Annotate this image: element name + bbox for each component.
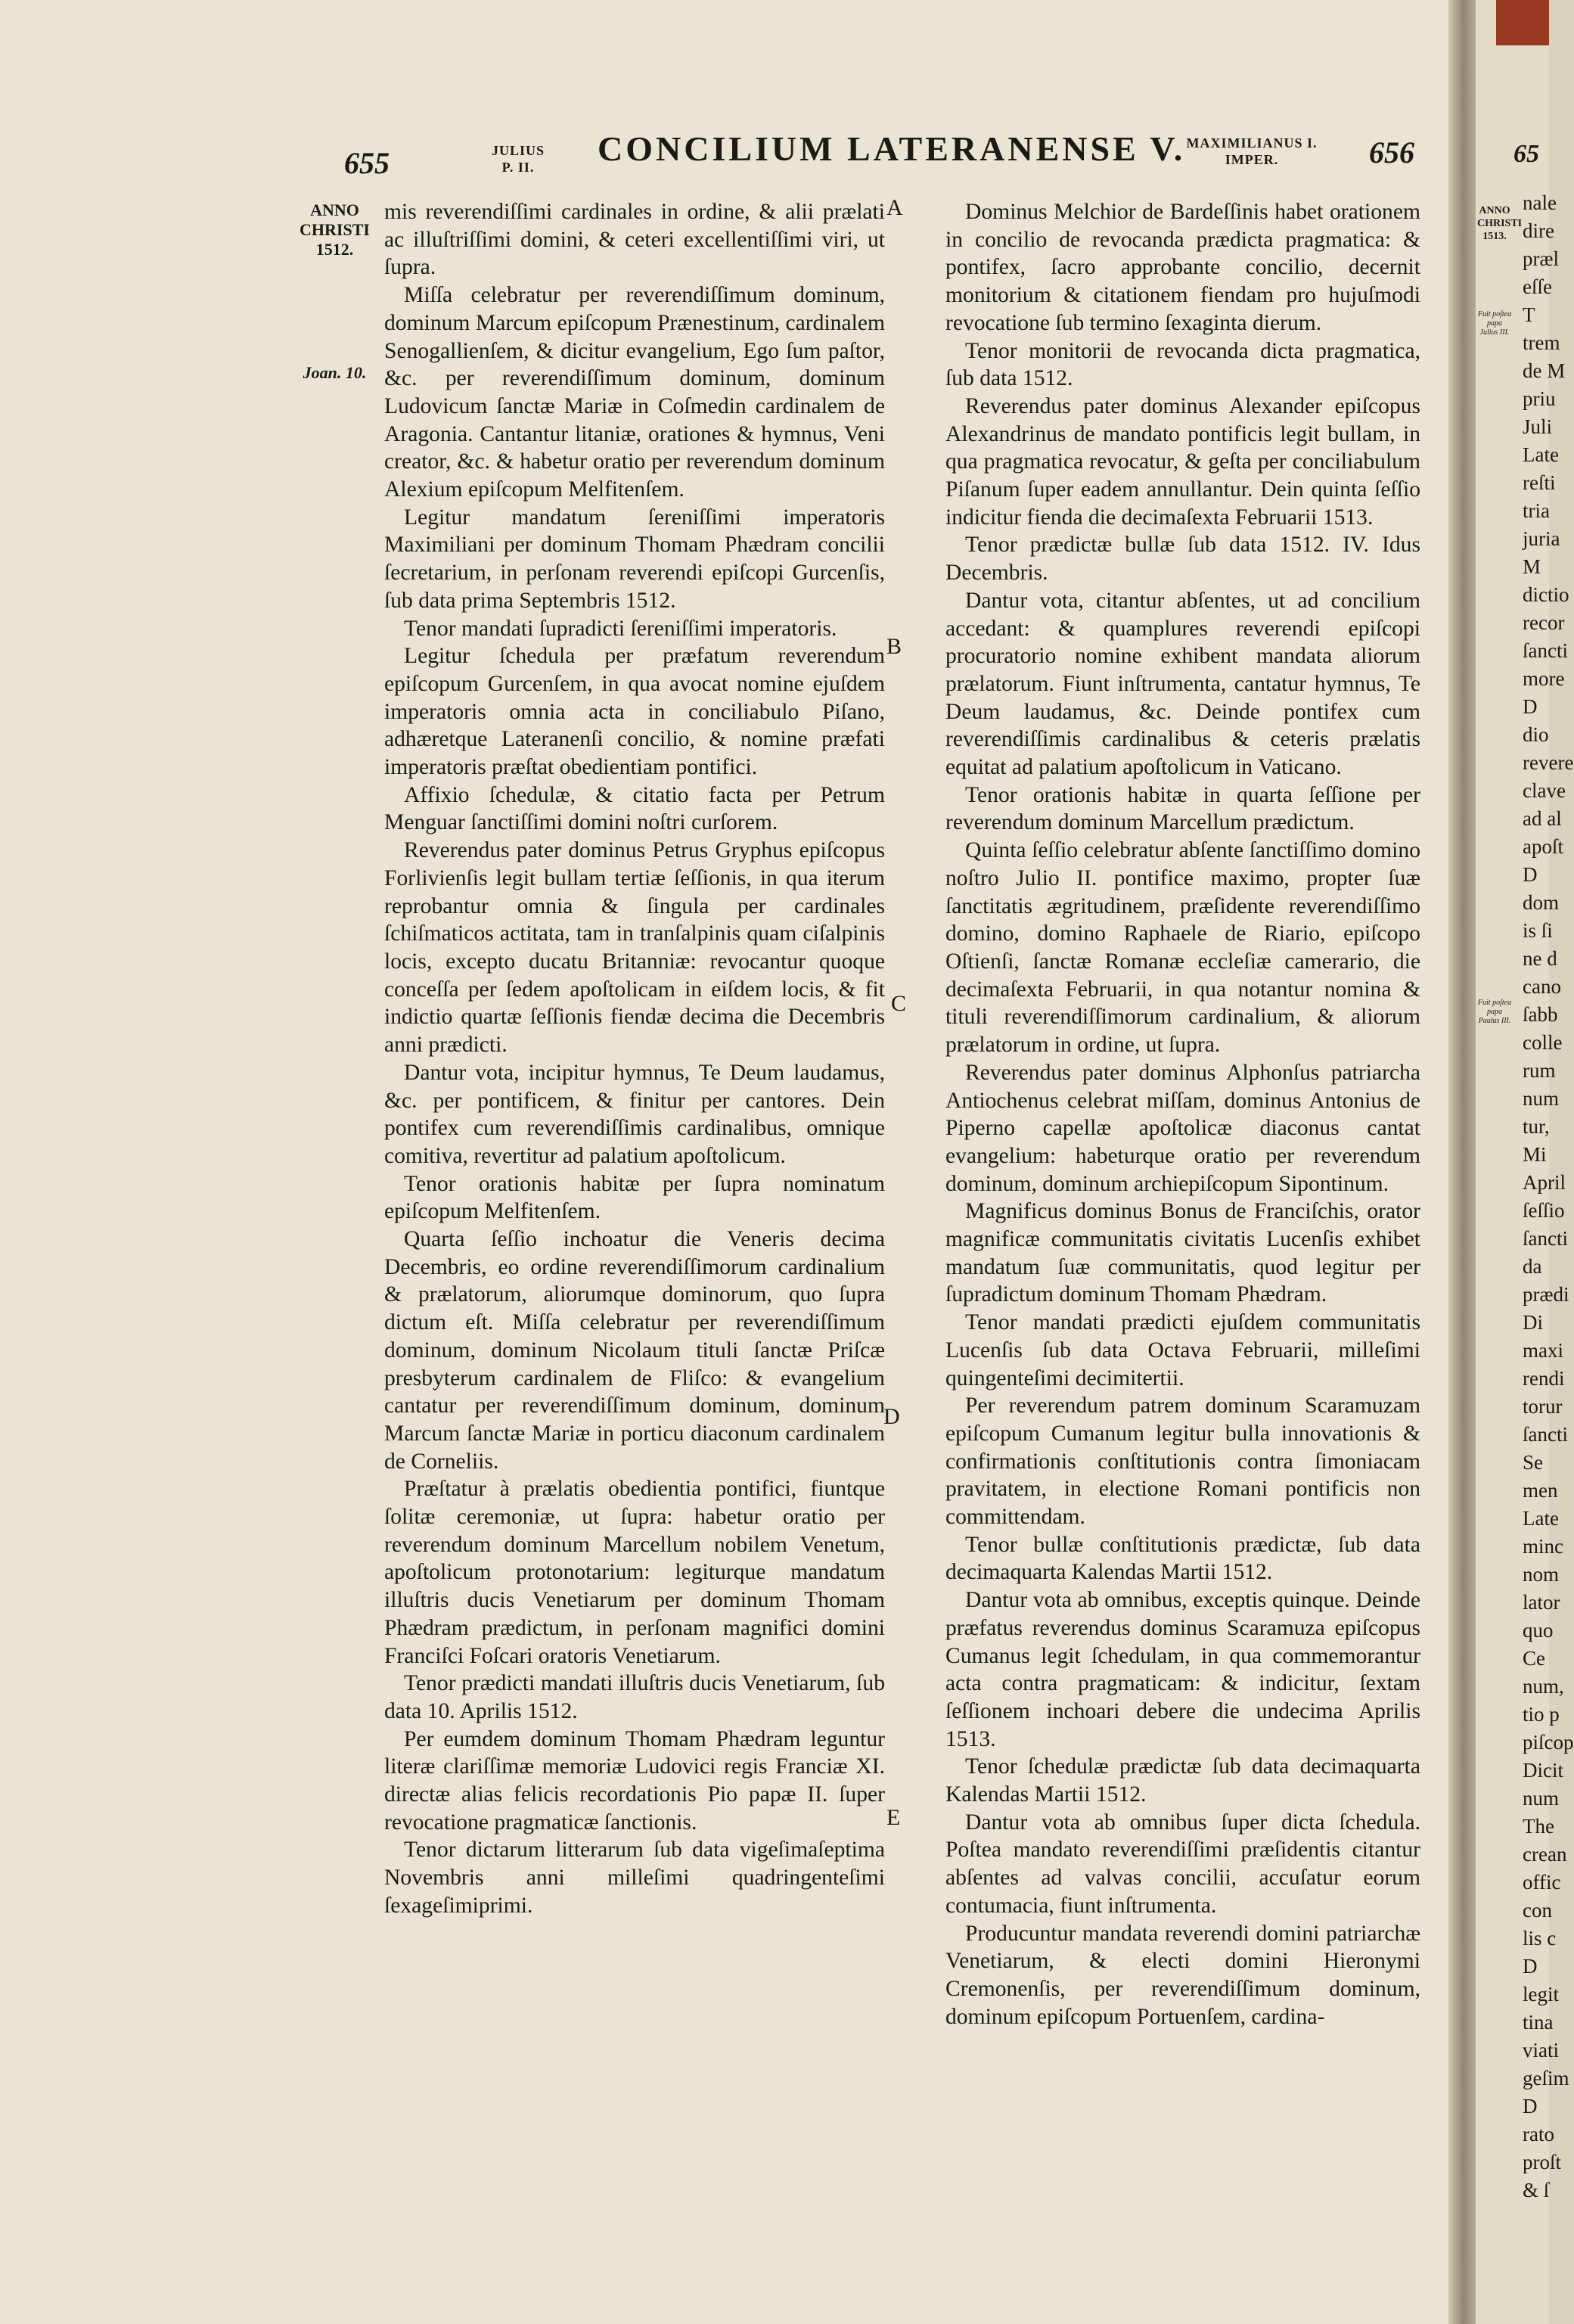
- next-page-fragment: cano: [1523, 975, 1561, 998]
- header-pope: [469, 142, 567, 176]
- page-number-right: 656: [1369, 135, 1414, 169]
- paragraph: Reverendus pater dominus Alphonſus patriarcha Antiochenus celebrat miſſam, dominus Antonius de Piperno capellæ apoſtolicæ diaconus cantat evangelium: habeturque oratio per reverendum dominum, dominum archiepiſcopum Sipontinum.: [945, 1060, 1420, 1196]
- next-page-fragment: Juli: [1523, 415, 1553, 438]
- paragraph: Quarta ſeſſio inchoatur die Veneris decima Decembris, eo ordine reverendiſſimorum cardinalium & prælatorum, aliorumque dominorum, quo ſupra dictum eſt. Miſſa celebratur per reverendiſſimum dominum, dominum Nicolaum tituli ſanctæ Priſcæ presbyterum cardinalem de Fliſco: & evangelium cantatur per reverendiſſimum dominum, dominum Marcum ſanctæ Mariæ in porticu diaconum cardinalem de Corneliis.: [384, 1227, 885, 1474]
- paragraph: Tenor prædicti mandati illuſtris ducis Venetiarum, ſub data 10. Aprilis 1512.: [384, 1671, 885, 1723]
- header-pope-numeral: P. II.: [501, 160, 535, 175]
- next-page-fragment: ad al: [1523, 807, 1562, 830]
- next-margin-christi: CHRISTI: [1477, 218, 1523, 229]
- next-page-fragment: offic: [1523, 1871, 1561, 1894]
- margin-christi: CHRISTI: [300, 220, 370, 239]
- next-page-fragment: con: [1523, 1899, 1552, 1922]
- next-page-fragment: Dicit: [1523, 1759, 1563, 1782]
- running-title: CONCILIUM LATERANENSE V.: [598, 129, 1186, 168]
- next-page-fragment: tur,: [1523, 1115, 1550, 1138]
- section-letter-e: E: [886, 1805, 901, 1830]
- next-page-fragment: nom: [1523, 1563, 1560, 1586]
- next-page-fragment: piſcop: [1523, 1731, 1574, 1754]
- next-page-fragment: lator: [1523, 1591, 1560, 1614]
- next-page-fragment: rendi: [1523, 1367, 1565, 1390]
- next-page-fragment: colle: [1523, 1031, 1563, 1054]
- next-page-fragment: D: [1523, 863, 1538, 886]
- next-page-fragment: ſeſſio: [1523, 1199, 1565, 1222]
- next-page-fragment: da: [1523, 1255, 1542, 1278]
- next-page-fragment: ſancti: [1523, 639, 1568, 662]
- paragraph: Tenor orationis habitæ per ſupra nominatum epiſcopum Melfitenſem.: [384, 1171, 885, 1224]
- paragraph: Magnificus dominus Bonus de Franciſchis, orator magnificæ communitatis civitatis Lucenſis exhibet mandatum ſuæ communitatis, quod legitur per ſupradictum dominum Thomam Phædram.: [945, 1199, 1420, 1307]
- header-emperor-name: MAXIMILIANUS I.: [1186, 135, 1318, 151]
- next-page-fragment: priu: [1523, 387, 1556, 410]
- paragraph: Legitur ſchedula per præfatum reverendum epiſcopum Gurcenſem, in qua avocat nomine ejuſdem imperatoris omnia acta in conciliabulo Piſano, adhæretque Lateranenſi concilio, & nomine præfati imperatoris præſtat obedientiam pontifici.: [384, 644, 885, 780]
- next-page-fragment: de M: [1523, 359, 1566, 382]
- paragraph: mis reverendiſſimi cardinales in ordine, & alii prælati ac illuſtriſſimi domini, & ceteri excellentiſſimi viri, ut ſupra.: [384, 200, 885, 280]
- next-page-fragment: trem: [1523, 331, 1560, 354]
- next-page-fragment: April: [1523, 1171, 1566, 1194]
- next-page-fragment: Late: [1523, 1507, 1559, 1530]
- paragraph: Tenor mandati prædicti ejuſdem communitatis Lucenſis ſub data Octava Februarii, milleſimi quingenteſimi decimitertii.: [945, 1310, 1420, 1390]
- next-page-fragment: prædi: [1523, 1283, 1569, 1306]
- next-page-fragment: D: [1523, 2095, 1538, 2117]
- paragraph: Producuntur mandata reverendi domini patriarchæ Venetiarum, & electi domini Hieronymi Cremonenſis, per reverendiſſimum dominum, dominum epiſcopum Portuenſem, cardina-: [945, 1921, 1420, 2029]
- next-page-fragment: M: [1523, 555, 1541, 578]
- paragraph: Tenor orationis habitæ in quarta ſeſſione per reverendum dominum Marcellum prædictum.: [945, 782, 1420, 835]
- red-page-edge: [1496, 0, 1549, 45]
- next-page-fragment: num,: [1523, 1675, 1564, 1698]
- header-emperor-title: IMPER.: [1225, 152, 1279, 167]
- section-letter-c: C: [891, 991, 907, 1016]
- next-page-fragment: more: [1523, 667, 1565, 690]
- next-page-fragment: revere: [1523, 751, 1574, 774]
- next-page-fragment: Mi: [1523, 1143, 1547, 1166]
- next-page-fragment: ſabb: [1523, 1003, 1558, 1026]
- next-margin-note-1: Fuit poſtea papa Julius III.: [1477, 310, 1512, 337]
- next-page-fragment: maxi: [1523, 1339, 1563, 1362]
- margin-year: 1512.: [315, 240, 354, 259]
- next-page-fragment: Di: [1523, 1311, 1543, 1334]
- margin-citation: Joan. 10.: [303, 363, 367, 382]
- next-page-fragment: eſſe: [1523, 275, 1552, 298]
- next-page-fragment: recor: [1523, 611, 1565, 634]
- next-page-fragment: legit: [1523, 1983, 1559, 2006]
- paragraph: Reverendus pater dominus Alexander epiſcopus Alexandrinus de mandato pontificis legit bullam, in qua pragmatica revocatur, & geſta per conciliabulum Piſanum ſuper eadem annullantur. Dein quinta ſeſſio indicitur fienda die decimaſexta Februarii 1513.: [945, 393, 1420, 530]
- next-page-fragment: reſti: [1523, 471, 1556, 494]
- next-page-fragment: torur: [1523, 1395, 1563, 1418]
- next-page-fragment: dio: [1523, 723, 1549, 746]
- next-page-fragment: ſancti: [1523, 1423, 1568, 1446]
- next-page-fragment: rum: [1523, 1059, 1556, 1082]
- margin-anno: ANNO: [310, 200, 359, 219]
- next-margin-note-2: Fuit poſtea papa Paulus III.: [1477, 999, 1512, 1025]
- next-page-fragment: rato: [1523, 2123, 1554, 2145]
- next-page-fragment: proſt: [1523, 2151, 1561, 2173]
- next-margin-anno: ANNO: [1479, 205, 1510, 216]
- page-number-left: 655: [344, 146, 390, 180]
- paragraph: Tenor prædictæ bullæ ſub data 1512. IV. Idus Decembris.: [945, 533, 1420, 586]
- paragraph: Miſſa celebratur per reverendiſſimum dominum, dominum Marcum epiſcopum Prænestinum, cardinalem Senogallienſem, & dicitur evangelium, Ego ſum paſtor, &c. per reverendiſſimum dominum, dominum Ludovicum ſanctæ Mariæ in Coſmedin cardinalem de Aragonia. Cantantur litaniæ, orationes & hymnus, Veni creator, &c. & habetur oratio per reverendum dominum Alexium epiſcopum Melfitenſem.: [384, 283, 885, 502]
- next-page-fragment: tria: [1523, 499, 1550, 522]
- paragraph: Per eumdem dominum Thomam Phædram leguntur literæ clariſſimæ memoriæ Ludovici regis Franciæ XI. directæ alias felicis recordationis Pio papæ II. ſuper revocatione pragmaticæ ſanctionis.: [384, 1726, 885, 1835]
- next-page-fragment: is ſi: [1523, 919, 1553, 942]
- header-pope-name: JULIUS: [491, 143, 545, 158]
- paragraph: Affixio ſchedulæ, & citatio facta per Petrum Menguar ſanctiſſimi domini noſtri curſorem.: [384, 782, 885, 835]
- next-page-fragment: num: [1523, 1087, 1560, 1110]
- paragraph: Dantur vota, citantur abſentes, ut ad concilium accedant: & quamplures reverendi epiſcopi procuratorio nomine exhibent mandata aliorum prælatorum. Fiunt inſtrumenta, cantatur hymnus, Te Deum laudamus, &c. Deinde pontifex cum reverendiſſimis cardinalibus & ceteris prælatis equitat ad palatium apoſtolicum in Vaticano.: [945, 588, 1420, 780]
- next-page-fragment: crean: [1523, 1843, 1567, 1866]
- next-page-fragment: men: [1523, 1479, 1558, 1502]
- next-margin-year-box: [1477, 204, 1523, 243]
- next-page-fragment: D: [1523, 1955, 1538, 1978]
- next-page-fragment: tio p: [1523, 1703, 1560, 1726]
- next-page-fragment: præl: [1523, 247, 1560, 270]
- next-page-fragment: viati: [1523, 2039, 1559, 2061]
- next-page-fragment: apoſt: [1523, 835, 1563, 858]
- section-letter-b: B: [886, 634, 902, 659]
- section-letter-a: A: [886, 195, 903, 220]
- paragraph: Tenor dictarum litterarum ſub data vigeſimaſeptima Novembris anni milleſimi quadringenteſimi ſexageſimiprimi.: [384, 1838, 885, 1918]
- next-page-fragment: juria: [1523, 527, 1560, 550]
- right-column: [945, 198, 1420, 2030]
- next-page-fragment: Late: [1523, 443, 1559, 466]
- next-page-fragment: geſim: [1523, 2067, 1569, 2089]
- next-page-fragment: Se: [1523, 1451, 1543, 1474]
- next-page-fragment: minc: [1523, 1535, 1563, 1558]
- next-page-fragment: ne d: [1523, 947, 1557, 970]
- next-page-fragment: quo: [1523, 1619, 1554, 1642]
- next-page-fragment: dire: [1523, 219, 1554, 242]
- next-page-fragment: Ce: [1523, 1647, 1545, 1670]
- paragraph: Reverendus pater dominus Petrus Gryphus epiſcopus Forlivienſis legit bullam tertiæ ſeſſionis, in qua iterum reprobantur omnia & ſingula per cardinales ſchiſmaticos actitata, tam in tranſalpinis quam ciſalpinis locis, excepto ducatu Britanniæ: revocantur quoque conceſſa per ſedem apoſtolicam in eiſdem locis, & fit indictio quartæ ſeſſionis fiendæ decima die Decembris anni prædicti.: [384, 838, 885, 1058]
- next-page-fragment: D: [1523, 695, 1538, 718]
- paragraph: Tenor ſchedulæ prædictæ ſub data decimaquarta Kalendas Martii 1512.: [945, 1754, 1420, 1807]
- paragraph: Dantur vota, incipitur hymnus, Te Deum laudamus, &c. per pontificem, & finitur per cantores. Dein pontifex cum reverendiſſimis cardinalibus, omnique comitiva, revertitur ad palatium apoſtolicum.: [384, 1060, 885, 1168]
- section-letter-d: D: [883, 1404, 900, 1429]
- next-page-fragment: lis c: [1523, 1927, 1557, 1950]
- next-page-text-fragments: [1523, 189, 1574, 2204]
- margin-year-box: [299, 200, 371, 259]
- next-page-fragment: num: [1523, 1787, 1560, 1810]
- paragraph: Dantur vota ab omnibus ſuper dicta ſchedula. Poſtea mandato reverendiſſimi præſidentis citantur abſentes ad valvas concilii, accuſatur eorum contumacia, fiunt inſtrumenta.: [945, 1810, 1420, 1918]
- paragraph: Legitur mandatum ſereniſſimi imperatoris Maximiliani per dominum Thomam Phædram concilii ſecretarium, in perſonam reverendi epiſcopi Gurcenſis, ſub data prima Septembris 1512.: [384, 505, 885, 613]
- paragraph: Tenor bullæ conſtitutionis prædictæ, ſub data decimaquarta Kalendas Martii 1512.: [945, 1532, 1420, 1585]
- paragraph: Dantur vota ab omnibus, exceptis quinque. Deinde præfatus reverendus dominus Scaramuza epiſcopus Cumanus legit ſchedulam, in qua commemorantur acta contra pragmaticam: & indicitur, ſextam ſeſſionem inchoari debere die undecima Aprilis 1513.: [945, 1588, 1420, 1751]
- paragraph: Per reverendum patrem dominum Scaramuzam epiſcopum Cumanum legitur bulla innovationis & confirmationis conſtitutionis contra ſimoniacam pravitatem, in electione Romani pontificis non committendam.: [945, 1393, 1420, 1530]
- paragraph: Tenor monitorii de revocanda dicta pragmatica, ſub data 1512.: [945, 338, 1420, 391]
- next-page-fragment: & ſ: [1523, 2179, 1550, 2201]
- next-page-fragment: dictio: [1523, 583, 1569, 606]
- paragraph: Tenor mandati ſupradicti ſereniſſimi imperatoris.: [404, 616, 837, 641]
- paragraph: Quinta ſeſſio celebratur abſente ſanctiſſimo domino noſtro Julio II. pontifice maximo, propter ſuæ ſanctitatis ægritudinem, præſidente reverendiſſimo domino, domino Raphaele de Riario, epiſcopo Oſtienſi, ſanctæ Romanæ eccleſiæ camerario, die decimaſexta Februarii, in qua notantur nomina & tituli reverendiſſimorum cardinalium, & aliorum prælatorum in ordine, ut ſupra.: [945, 838, 1420, 1058]
- next-page-fragment: T: [1523, 303, 1535, 326]
- book-gutter: [1448, 0, 1476, 2324]
- next-page-fragment: ſancti: [1523, 1227, 1568, 1250]
- next-page-fragment: nale: [1523, 191, 1557, 214]
- next-page-fragment: tina: [1523, 2011, 1554, 2034]
- next-page-fragment: clave: [1523, 779, 1566, 802]
- header-emperor: [1165, 135, 1339, 168]
- next-margin-year: 1513.: [1482, 231, 1507, 242]
- page-number-next: 65: [1513, 140, 1539, 168]
- paragraph: Dominus Melchior de Bardeſſinis habet orationem in concilio de revocanda prædicta pragmatica: & pontifex, ſacro approbante concilio, decernit monitorium & citationem fiendam pro hujuſmodi revocatione ſub termino ſexaginta dierum.: [945, 200, 1420, 335]
- next-page-edge: [1476, 0, 1574, 2324]
- paragraph: Præſtatur à prælatis obedientia pontifici, fiuntque ſolitæ ceremoniæ, ut ſupra: habetur oratio per reverendum dominum Marcellum nobilem Venetum, apoſtolicum protonotarium: legiturque mandatum illuſtris ducis Venetiarum per dominum Thomam Phædram prædictum, in perſonam magnifici domini Franciſci Foſcari oratoris Venetiarum.: [384, 1477, 885, 1668]
- next-page-fragment: The: [1523, 1815, 1554, 1838]
- left-column: [384, 198, 885, 1920]
- next-page-fragment: dom: [1523, 891, 1560, 914]
